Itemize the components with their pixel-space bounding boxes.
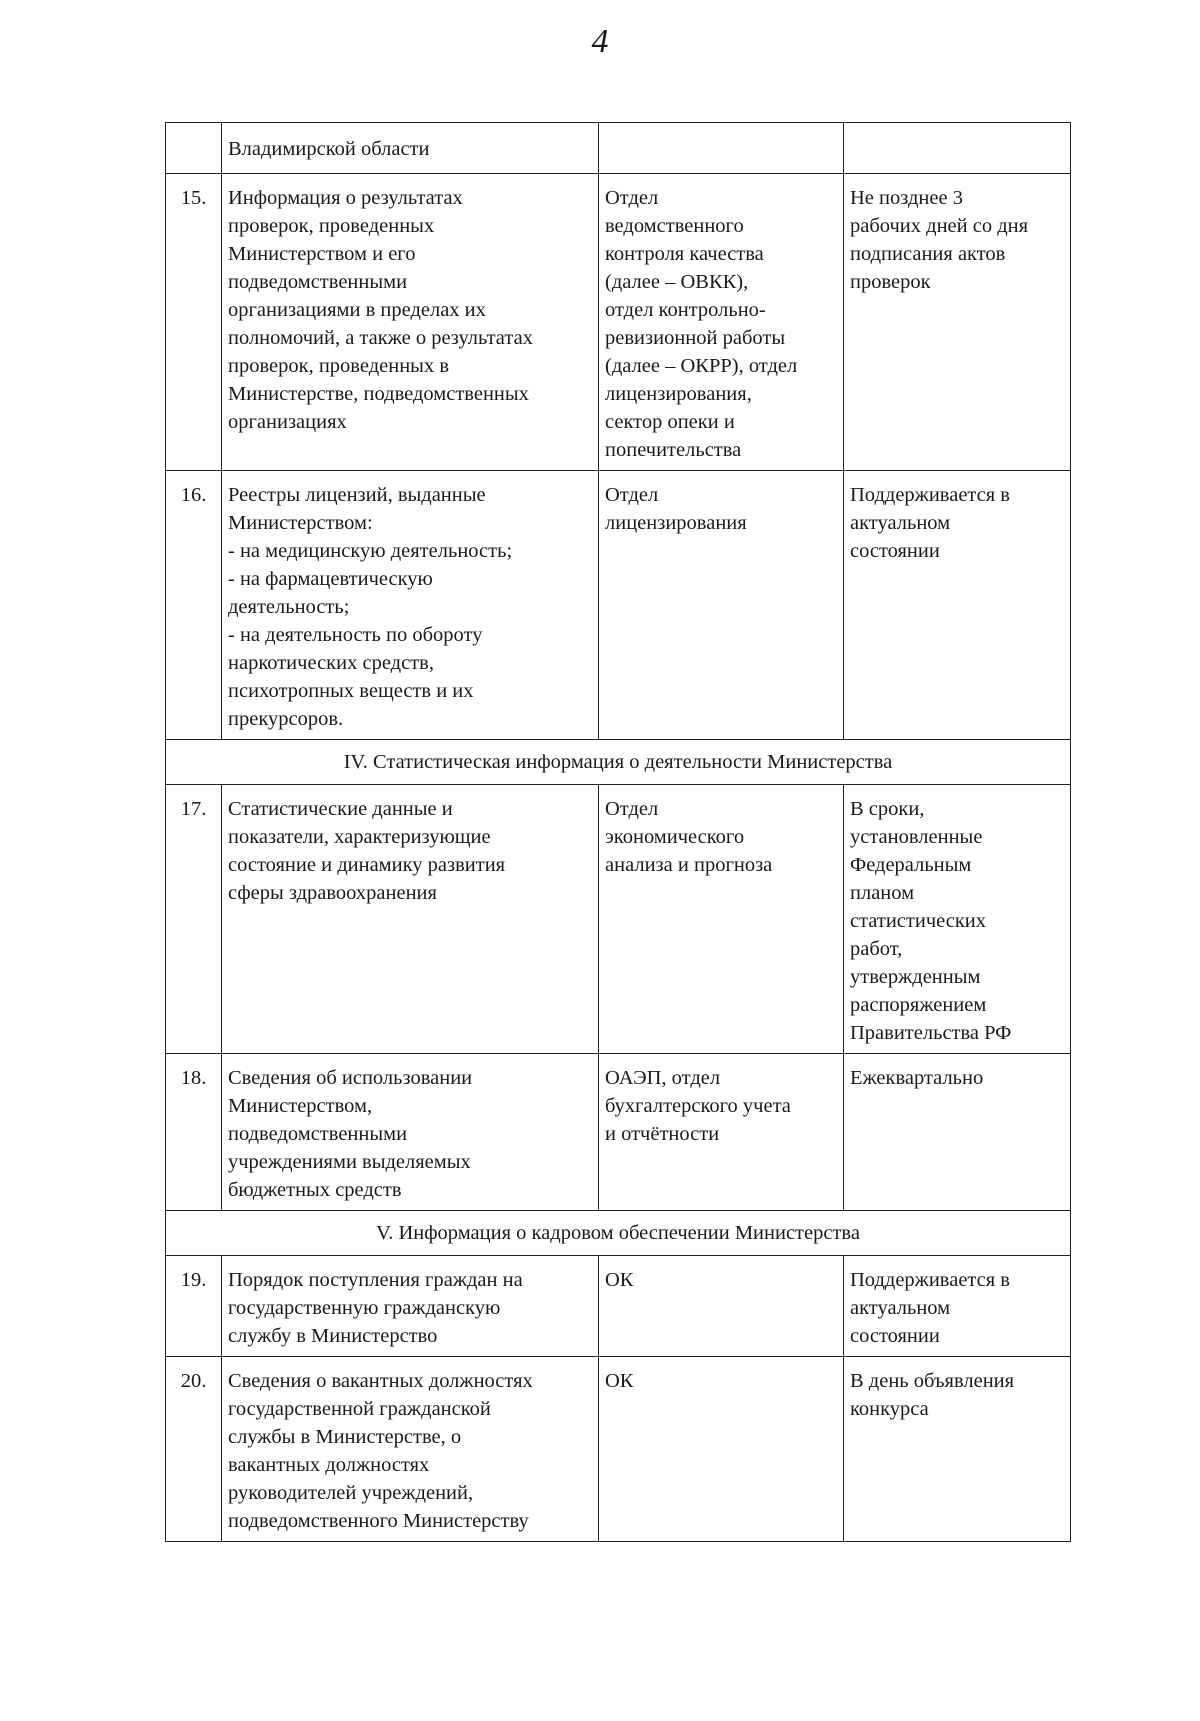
- table-row: [166, 174, 1071, 471]
- row-responsible: Отдел экономического анализа и прогноза: [599, 785, 844, 1054]
- row-deadline: В сроки, установленные Федеральным планом статистических работ, утвержденным распоряжением Правительства РФ: [844, 785, 1071, 1054]
- row-deadline: Ежеквартально: [844, 1054, 1071, 1211]
- row-number: 19.: [166, 1256, 222, 1357]
- row-responsible: ОК: [599, 1256, 844, 1357]
- section-title: V. Информация о кадровом обеспечении Министерства: [166, 1211, 1071, 1256]
- row-number: 16.: [166, 471, 222, 740]
- row-responsible: ОК: [599, 1357, 844, 1542]
- row-info: Информация о результатах проверок, проведенных Министерством и его подведомственными организациями в пределах их полномочий, а также о результатах проверок, проведенных в Министерстве, подведомственных организациях: [222, 174, 599, 471]
- row-info: Сведения об использовании Министерством, подведомственными учреждениями выделяемых бюджетных средств: [222, 1054, 599, 1211]
- row-responsible: ОАЭП, отдел бухгалтерского учета и отчётности: [599, 1054, 844, 1211]
- section-title: IV. Статистическая информация о деятельности Министерства: [166, 740, 1071, 785]
- row-responsible: [599, 123, 844, 174]
- row-deadline: Поддерживается в актуальном состоянии: [844, 1256, 1071, 1357]
- row-number: 20.: [166, 1357, 222, 1542]
- page-number: 4: [591, 23, 609, 60]
- info-table: [165, 122, 1071, 1542]
- row-responsible: Отдел лицензирования: [599, 471, 844, 740]
- row-responsible: Отдел ведомственного контроля качества (далее – ОВКК), отдел контрольно- ревизионной работы (далее – ОКРР), отдел лицензирования, сектор опеки и попечительства: [599, 174, 844, 471]
- row-deadline: [844, 123, 1071, 174]
- row-number: 17.: [166, 785, 222, 1054]
- row-info: Владимирской области: [222, 123, 599, 174]
- table-row: [166, 471, 1071, 740]
- table-row: [166, 1054, 1071, 1211]
- table-row-continuation: [166, 123, 1071, 174]
- row-deadline: Не позднее 3 рабочих дней со дня подписания актов проверок: [844, 174, 1071, 471]
- row-number: 18.: [166, 1054, 222, 1211]
- row-number: [166, 123, 222, 174]
- table-row: [166, 785, 1071, 1054]
- table-row: [166, 1256, 1071, 1357]
- section-header-row: [166, 1211, 1071, 1256]
- row-number: 15.: [166, 174, 222, 471]
- row-info: Сведения о вакантных должностях государственной гражданской службы в Министерстве, о вакантных должностях руководителей учреждений, подведомственного Министерству: [222, 1357, 599, 1542]
- section-header-row: [166, 740, 1071, 785]
- row-deadline: В день объявления конкурса: [844, 1357, 1071, 1542]
- table-row: [166, 1357, 1071, 1542]
- row-deadline: Поддерживается в актуальном состоянии: [844, 471, 1071, 740]
- row-info: Статистические данные и показатели, характеризующие состояние и динамику развития сферы здравоохранения: [222, 785, 599, 1054]
- row-info: Порядок поступления граждан на государственную гражданскую службу в Министерство: [222, 1256, 599, 1357]
- row-info: Реестры лицензий, выданные Министерством: - на медицинскую деятельность; - на фармацевтическую деятельность; - на деятельность по обороту наркотических средств, психотропных веществ и их прекурсоров.: [222, 471, 599, 740]
